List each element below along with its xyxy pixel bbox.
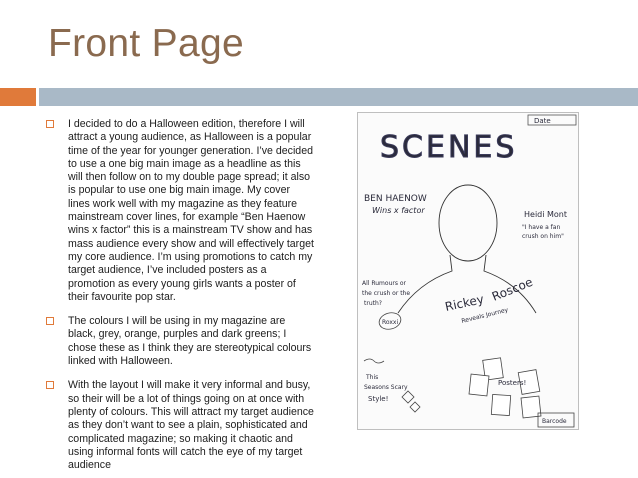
bullet-item [46,379,314,472]
cover-line-right-2: "I have a fan [522,224,561,231]
bullet-text: I decided to do a Halloween edition, therefore I will attract a young audience, as Halloween is a popular time of the year for younger generation. I’ve decided to use a one big main image as a headline as this will then follow on to my double page spread; it also is popular to use one big main image. My cover lines work well with my magazine as they feature mainstream cover lines, for example “Ben Haenow wins x factor” this is a mainstream TV show and has mass audience every show and will effectively target my core audience. I’m using promotions to catch my target audience, I’ve included posters as a promotion as every young girls wants a poster of their favourite pop star. [68,118,314,303]
bullet-text: With the layout I will make it very informal and busy, so their will be a lot of things going on at once with plenty of colours. This will attract my target audience as they don’t want to see a plain, sophisticated and complicated magazine; so making it chaotic and using informal fonts will catch the eye of my target audience [68,379,314,472]
promo-line-2: the crush or the [362,290,411,297]
promo-line-1: All Rumours or [362,280,407,287]
season-line-1: This [366,374,379,381]
slide-title: Front Page [48,22,244,65]
masthead-text: SCENES [380,130,518,165]
poster-shape [469,374,489,396]
figure-head [439,185,497,261]
main-name-first: Rickey [443,292,486,314]
bullet-text: The colours I will be using in my magazine are black, grey, orange, purples and dark greens; I chose these as I think they are stereotypical colours linked with Halloween. [68,315,312,368]
season-line-3: Style! [368,395,389,403]
main-name-sub: Reveals Journey [460,306,509,325]
square-bullet-icon [46,317,54,325]
cover-line-name: BEN HAENOW [364,194,427,204]
main-name-last: Roscoe [489,274,535,304]
season-line-2: Seasons Scary [364,384,408,391]
barcode-label: Barcode [542,418,567,425]
bullet-item [46,315,314,368]
accent-band-orange [0,88,36,106]
promo-line-3: truth? [364,300,382,307]
diamond-doodle [402,391,420,412]
magazine-cover-sketch [357,112,579,430]
posters-label: Posters! [498,379,527,387]
sketch-drawing [358,113,580,431]
promo-badge-text: Roxxi [382,319,399,326]
cover-line-right-3: crush on him" [522,233,564,240]
square-bullet-icon [46,381,54,389]
bullet-item [46,118,314,304]
square-bullet-icon [46,120,54,128]
accent-band-blue [39,88,638,106]
squiggle [364,359,384,363]
date-label: Date [534,117,551,125]
cover-line-sub: Wins x factor [372,206,425,215]
bullet-list [46,118,314,478]
cover-line-right-1: Heidi Mont [524,210,568,219]
poster-shape [491,394,510,415]
